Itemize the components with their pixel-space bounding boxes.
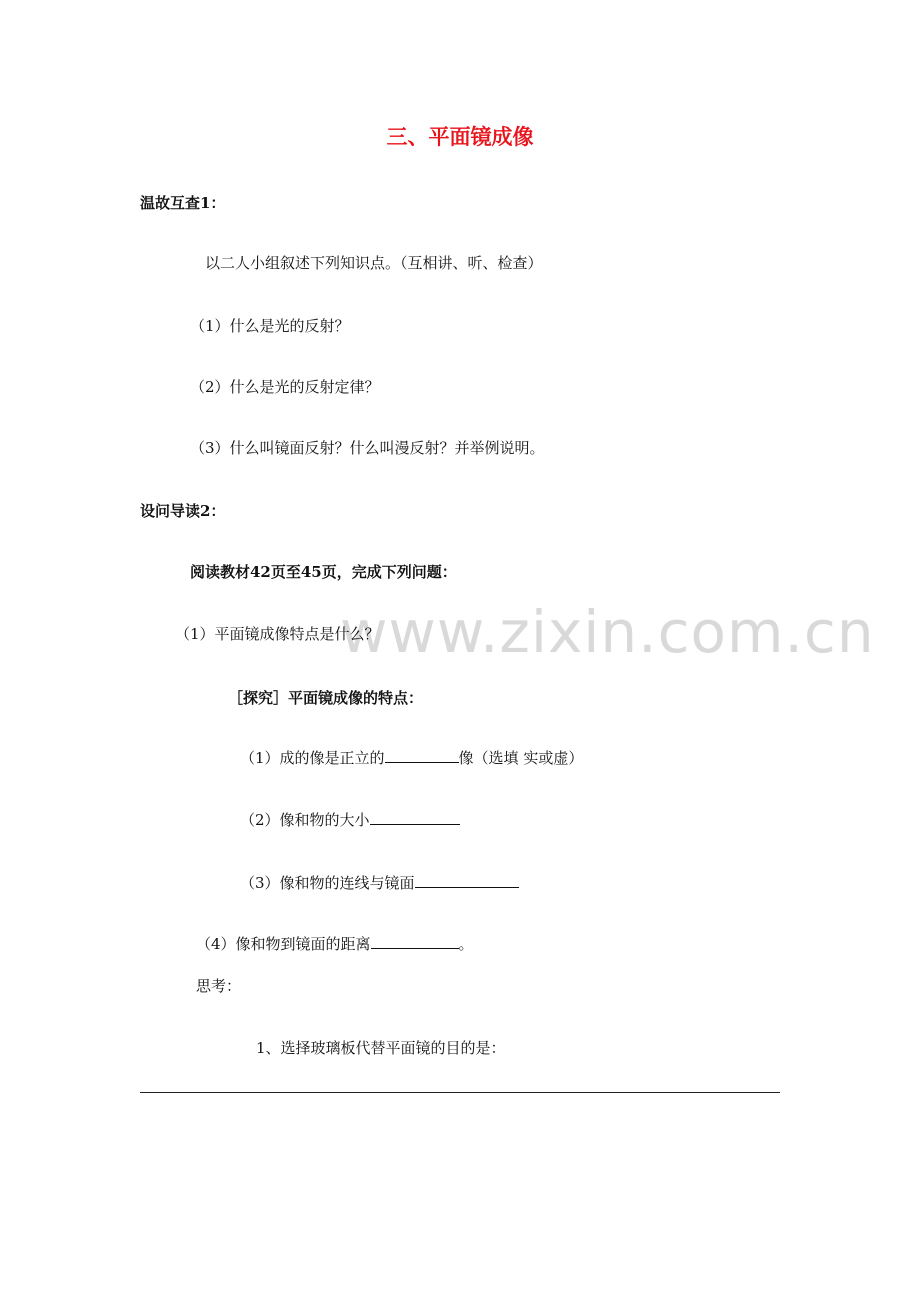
feature-item-4 [196,934,474,954]
feature-item-2-text: （2）像和物的大小 [240,811,370,829]
think-label: 思考： [196,977,242,995]
section2-intro: 阅读教材42页至45页，完成下列问题： [190,563,457,581]
feature-item-4-text: （4）像和物到镜面的距离 [196,935,371,953]
answer-blank[interactable] [371,934,459,949]
think-question-1: 1、选择玻璃板代替平面镜的目的是： [256,1039,506,1057]
feature-item-1-suffix: 像（选填 实或虚） [458,749,584,767]
section2-question-1: （1）平面镜成像特点是什么？ [175,625,380,643]
feature-item-3-text: （3）像和物的连线与镜面 [240,874,415,892]
page-title: 三、平面镜成像 [386,125,534,149]
feature-item-1 [240,748,583,768]
feature-item-4-suffix: 。 [458,935,474,953]
answer-blank[interactable] [370,810,460,825]
question-2: （2）什么是光的反射定律？ [190,378,380,396]
answer-blank[interactable] [415,873,519,888]
feature-item-3 [240,873,519,893]
question-1: （1）什么是光的反射？ [190,317,350,335]
question-3: （3）什么叫镜面反射？什么叫漫反射？并举例说明。 [190,439,545,457]
explore-heading: ［探究］平面镜成像的特点： [228,689,424,707]
answer-blank[interactable] [385,748,459,763]
section1-heading: 温故互查1： [140,194,226,212]
feature-item-1-text: （1）成的像是正立的 [240,749,385,767]
watermark: www.zixin.com.cn [340,598,875,666]
section1-intro: 以二人小组叙述下列知识点。（互相讲、听、检查） [205,254,543,272]
section2-heading: 设问导读2： [140,502,226,520]
answer-line[interactable] [140,1092,780,1093]
feature-item-2 [240,810,460,830]
